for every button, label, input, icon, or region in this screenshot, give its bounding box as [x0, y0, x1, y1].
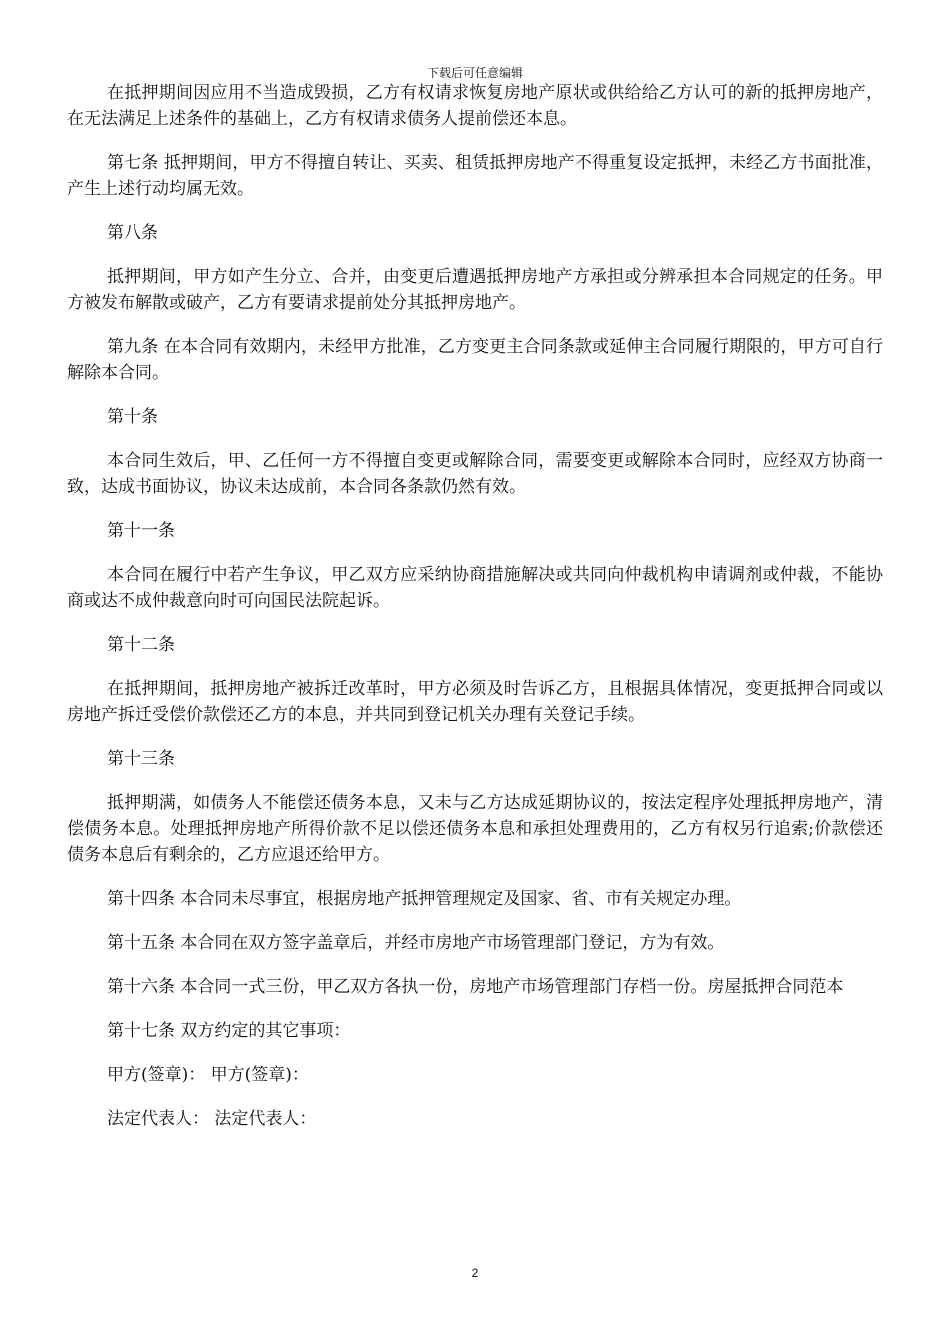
- article-12-body: 在抵押期间，抵押房地产被拆迁改革时，甲方必须及时告诉乙方，且根据具体情况，变更抵押合同或以房地产拆迁受偿价款偿还乙方的本息，并共同到登记机关办理有关登记手续。: [67, 679, 883, 725]
- paragraph-damage-clause: 在抵押期间因应用不当造成毁损，乙方有权请求恢复房地产原状或供给给乙方认可的新的抵押房地产，在无法满足上述条件的基础上，乙方有权请求债务人提前偿还本息。: [67, 83, 883, 129]
- page-header-note: 下载后可任意编辑: [426, 66, 523, 80]
- document-body: [67, 80, 883, 1132]
- article-8-heading: 第八条: [107, 223, 158, 243]
- page-number: 2: [471, 1266, 479, 1280]
- article-13-body: 抵押期满，如债务人不能偿还债务本息，又未与乙方达成延期协议的，按法定程序处理抵押房地产，清偿债务本息。处理抵押房地产所得价款不足以偿还债务本息和承担处理费用的，乙方有权另行追索;价款偿还债务本息后有剩余的，乙方应退还给甲方。: [67, 793, 883, 865]
- article-9: 第九条 在本合同有效期内，未经甲方批准，乙方变更主合同条款或延伸主合同履行期限的，甲方可自行解除本合同。: [67, 337, 883, 383]
- article-17: 第十七条 双方约定的其它事项：: [107, 1021, 351, 1041]
- article-13-heading: 第十三条: [107, 749, 175, 769]
- article-10-heading: 第十条: [107, 407, 158, 427]
- article-8-body: 抵押期间，甲方如产生分立、合并，由变更后遭遇抵押房地产方承担或分辨承担本合同规定的任务。甲方被发布解散或破产，乙方有要请求提前处分其抵押房地产。: [67, 267, 883, 313]
- article-14: 第十四条 本合同未尽事宜，根据房地产抵押管理规定及国家、省、市有关规定办理。: [107, 889, 742, 909]
- article-12-heading: 第十二条: [107, 635, 175, 655]
- article-11-body: 本合同在履行中若产生争议，甲乙双方应采纳协商措施解决或共同向仲裁机构申请调剂或仲裁，不能协商或达不成仲裁意向时可向国民法院起诉。: [67, 565, 883, 611]
- article-16: 第十六条 本合同一式三份，甲乙双方各执一份，房地产市场管理部门存档一份。房屋抵押合同范本: [107, 977, 844, 997]
- article-10-body: 本合同生效后，甲、乙任何一方不得擅自变更或解除合同，需要变更或解除本合同时，应经双方协商一致，达成书面协议，协议未达成前，本合同各条款仍然有效。: [67, 451, 883, 497]
- signature-line-party-a: 甲方(签章)： 甲方(签章)：: [107, 1065, 309, 1085]
- signature-line-legal-rep: 法定代表人： 法定代表人：: [107, 1109, 317, 1129]
- article-15: 第十五条 本合同在双方签字盖章后，并经市房地产市场管理部门登记，方为有效。: [107, 933, 725, 953]
- article-11-heading: 第十一条: [107, 521, 175, 541]
- article-7: 第七条 抵押期间，甲方不得擅自转让、买卖、租赁抵押房地产不得重复设定抵押，未经乙方书面批准，产生上述行动均属无效。: [67, 153, 883, 199]
